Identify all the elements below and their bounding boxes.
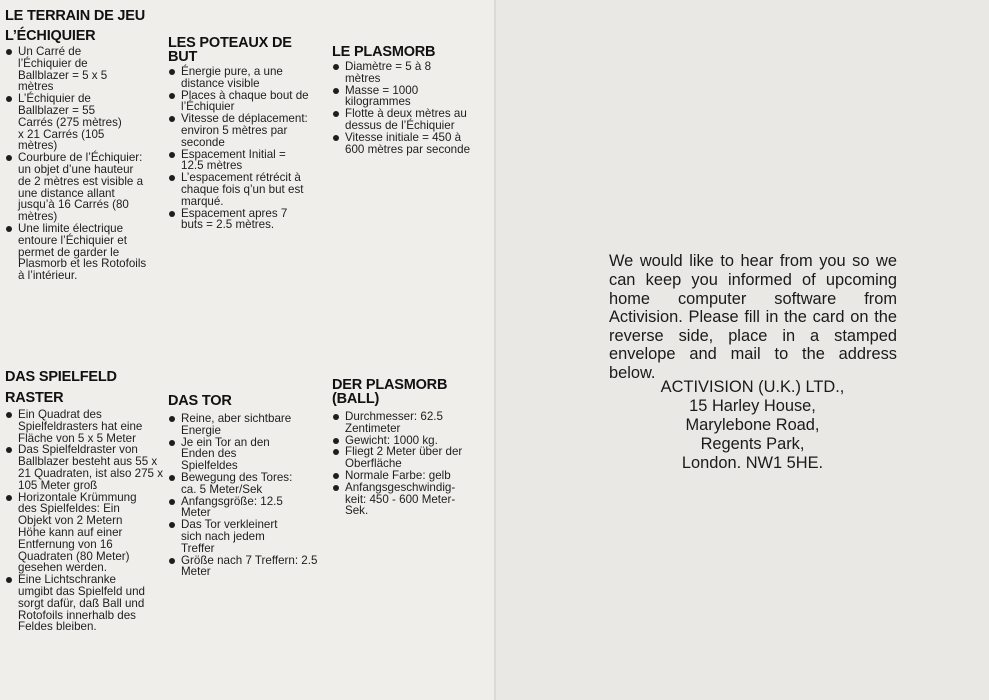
bullet-list (332, 411, 482, 517)
list-item: Normale Farbe: gelb (332, 470, 493, 482)
bullet-list (5, 409, 165, 633)
list-item: Das Spielfeldraster von Ballblazer besteht aus 55 x 21 Quadraten, ist also 275 x 105 Meter groß (5, 444, 168, 491)
bullet-list (332, 61, 482, 155)
section-subtitle: RASTER (5, 390, 64, 406)
list-item: Eine Lichtschranke umgibt das Spielfeld und sorgt dafür, daß Ball und Rotofoils innerhalb des Feldes bleiben. (5, 574, 153, 633)
list-item: Je ein Tor an den Enden des Spielfeldes (168, 437, 293, 472)
address-line: Marylebone Road, (685, 416, 820, 434)
section-subtitle: L’ÉCHIQUIER (5, 28, 96, 44)
list-item: Fliegt 2 Meter über der Oberfläche (332, 446, 493, 470)
list-item: Reine, aber sichtbare Energie (168, 413, 307, 437)
list-item: Durchmesser: 62.5 Zentimeter (332, 411, 463, 435)
address-line: Regents Park, (700, 435, 805, 453)
list-item: Das Tor verkleinert sich nach jedem Treffer (168, 519, 293, 554)
section-title: LE PLASMORB (332, 44, 436, 60)
german-tor-section (168, 394, 318, 578)
list-item: Vitesse de déplacement: environ 5 mètres par seconde (168, 113, 311, 148)
french-poteaux-section (168, 36, 318, 231)
list-item: Gewicht: 1000 kg. (332, 435, 475, 447)
german-spielfeld-section (5, 370, 165, 633)
list-item: Ein Quadrat des Spielfeldrasters hat eine Fläche von 5 x 5 Meter (5, 409, 168, 444)
address-line: 15 Harley House, (689, 397, 816, 415)
list-item: Anfangsgeschwindig-keit: 450 - 600 Meter-Sek. (332, 482, 473, 517)
bullet-list (5, 46, 155, 282)
list-item: Une limite électrique entoure l’Échiquier et permet de garder le Plasmorb et les Rotofoils à l’intérieur. (5, 223, 150, 282)
list-item: Vitesse initiale = 450 à 600 mètres par seconde (332, 132, 479, 156)
list-item: Un Carré de l’Échiquier de Ballblazer = 5 x 5 mètres (5, 46, 122, 93)
french-terrain-section (5, 9, 155, 282)
french-plasmorb-section (332, 45, 482, 155)
list-item: Places à chaque bout de l’Échiquier (168, 90, 311, 114)
list-item: Courbure de l’Échiquier: un objet d’une hauteur de 2 mètres est visible a une distance allant jusqu’à 16 Carrés (80 mètres) (5, 152, 148, 223)
address-line: ACTIVISION (U.K.) LTD., (660, 378, 845, 396)
mailing-address (600, 378, 905, 473)
list-item: Énergie pure, a une distance visible (168, 66, 299, 90)
bullet-list (168, 413, 318, 578)
section-title: DER PLASMORB (BALL) (332, 377, 448, 407)
list-item: Masse = 1000 kilogrammes (332, 85, 453, 109)
address-line: London. NW1 5HE. (681, 454, 824, 472)
section-title: DAS SPIELFELD (5, 369, 117, 385)
list-item: Anfangsgröße: 12.5 Meter (168, 496, 293, 520)
section-title: LES POTEAUX DE BUT (168, 35, 292, 65)
list-item: Bewegung des Tores: ca. 5 Meter/Sek (168, 472, 301, 496)
list-item: Espacement Initial = 12.5 mètres (168, 149, 303, 173)
section-title: DAS TOR (168, 393, 232, 409)
list-item: Flotte à deux mètres au dessus de l’Échiquier (332, 108, 469, 132)
page-fold (494, 0, 496, 700)
bullet-list (168, 66, 318, 231)
list-item: Espacement apres 7 buts = 2.5 mètres. (168, 208, 305, 232)
list-item: L’espacement rétrécit à chaque fois q’un but est marqué. (168, 172, 309, 207)
german-plasmorb-section (332, 378, 482, 517)
list-item: L’Échiquier de Ballblazer = 55 Carrés (275 mètres) x 21 Carrés (105 mètres) (5, 93, 130, 152)
section-title: LE TERRAIN DE JEU (5, 8, 146, 24)
feedback-message: We would like to hear from you so we can keep you informed of upcoming home computer software from Activision. Please fill in the card on the reverse side, place in a stamped envelope and mail to the address below. (609, 252, 897, 382)
list-item: Horizontale Krümmung des Spielfeldes: Ein Objekt von 2 Metern Höhe kann auf einer Entfernung von 16 Quadraten (80 Meter) gesehen werden. (5, 492, 153, 575)
list-item: Diamètre = 5 à 8 mètres (332, 61, 453, 85)
list-item: Größe nach 7 Treffern: 2.5 Meter (168, 555, 321, 579)
